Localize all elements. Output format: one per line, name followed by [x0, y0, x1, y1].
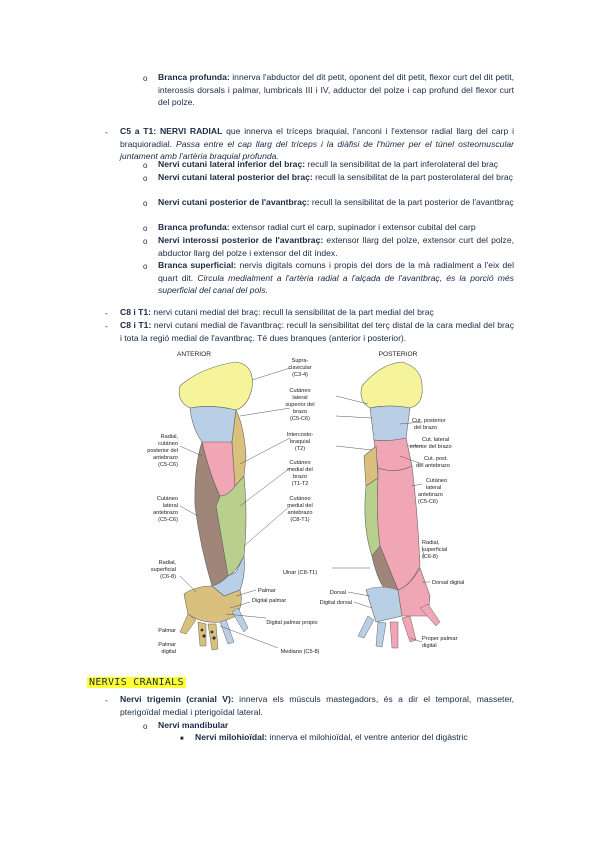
label-radial-superficial: Radial,: [158, 560, 176, 566]
label-intercostobraquial: Intercosto-: [286, 432, 314, 438]
svg-text:cutáneo: cutáneo: [158, 441, 178, 447]
label-cutaneo-lateral-antebrazo-posterior: Cutáneo: [426, 478, 448, 484]
label-palmar-digital: Palmar: [158, 642, 176, 648]
svg-text:antebrazo: antebrazo: [153, 510, 178, 516]
list-item-radial: Nervi cutani lateral posterior del braç: recull la sensibilitat de la part posterolateral del braç: [158, 172, 513, 182]
list-item-radial: Nervi cutani lateral inferior del braç: recull la sensibilitat de la part inferolateral del braç: [158, 159, 499, 169]
list-item-nervi-milohioidal: Nervi milohioïdal: innerva el milohioïdal, el ventre anterior del digàstric: [195, 732, 468, 742]
label-cutaneo-lateral-superior: Cutáneo: [289, 388, 311, 394]
anterior-arm: [179, 362, 252, 650]
label-palmar: Palmar: [158, 628, 176, 634]
svg-text:antebrazo: antebrazo: [153, 455, 178, 461]
list-item-radial: Nervi interossi posterior de l'avantbraç: extensor llarg del polze, extensor curt del polze, abductor llarg del polze i extensor del dit índex.: [158, 235, 514, 258]
highlighted-heading: NERVIS CRANIALS: [89, 677, 184, 688]
bullet-circle-icon: o: [143, 74, 148, 83]
dermatome-figure: [140, 346, 465, 658]
bullet-dash-icon: -: [105, 695, 108, 705]
bullet-circle-icon: o: [143, 722, 148, 731]
svg-text:lateral: lateral: [292, 395, 308, 401]
svg-text:(C5-C6): (C5-C6): [418, 499, 438, 505]
svg-text:medial del: medial del: [287, 503, 313, 509]
svg-text:(C8-T1): (C8-T1): [290, 517, 310, 523]
svg-text:(T1-T2: (T1-T2: [291, 481, 309, 487]
paragraph-branca-profunda: [158, 71, 514, 109]
list-item-radial: Nervi cutani posterior de l'avantbraç: recull la sensibilitat de la part posterior de l'avantbraç: [158, 197, 514, 207]
paragraph-c8-t1-avantbraç: C8 i T1: nervi cutani medial de l'avantbraç: recull la sensibilitat del terç distal de la cara medial del braç i tota la regió medial de l'avantbraç. Té dues branques (anterior i posterior).: [120, 320, 514, 343]
svg-text:(C5-C6): (C5-C6): [158, 517, 178, 523]
posterior-arm: [358, 362, 440, 648]
svg-text:digital: digital: [161, 649, 176, 655]
label-cut-post-antebrazo: Cut. post.: [424, 456, 448, 462]
label-radial-cutaneo-posterior: Radial,: [160, 434, 178, 440]
desc-nervi-radial: que innerva el tríceps braquial, l'anconi i l'extensor radial llarg del carp i braquioradial.: [120, 126, 514, 149]
label-cutaneo-lateral-antebrazo: Cutáneo: [156, 496, 178, 502]
svg-text:antebrazo: antebrazo: [287, 510, 313, 516]
svg-text:medial del: medial del: [287, 467, 313, 473]
svg-text:(T2): (T2): [294, 446, 306, 452]
bullet-circle-icon: o: [143, 262, 148, 271]
list-item-radial: Branca superficial: nervis digitals comuns i propis del dors de la mà radialment a l'eix del quart dit. Circula medialment a l'artèria radial a l'alçada de l'avantbraç, és la porció més superficial del canal del pols.: [158, 260, 514, 296]
bullet-circle-icon: o: [143, 161, 148, 170]
term-branca-profunda: Branca profunda:: [158, 72, 230, 82]
svg-text:digital: digital: [422, 643, 437, 649]
svg-text:posterior del: posterior del: [147, 448, 178, 454]
term-nervi-radial: C5 a T1: NERVI RADIAL: [120, 126, 223, 136]
bullet-circle-icon: o: [143, 224, 148, 233]
svg-text:brazo: brazo: [293, 474, 307, 480]
svg-text:clavicular: clavicular: [288, 365, 312, 371]
label-cutaneo-medial-antebrazo: Cutáneo: [289, 496, 311, 502]
bullet-dash-icon: -: [105, 308, 108, 318]
svg-text:superior del: superior del: [285, 402, 315, 408]
svg-text:(C5-C6): (C5-C6): [290, 416, 310, 422]
svg-text:del brazo: del brazo: [414, 425, 438, 431]
bullet-circle-icon: o: [143, 174, 148, 183]
label-digital-dorsal: Digital dorsal: [319, 600, 352, 606]
svg-text:del antebrazo: del antebrazo: [416, 463, 450, 469]
label-digital-palmar-propio: Digital palmar propio: [266, 620, 318, 626]
list-item-nervi-mandibular: Nervi mandibular: [158, 720, 229, 730]
svg-text:braquial: braquial: [290, 439, 310, 445]
bullet-dash-icon: -: [105, 321, 108, 331]
list-item-radial: Branca profunda: extensor radial curt el carp, supinador i extensor cubital del carp: [158, 222, 476, 232]
paragraph-c8-t1-braç: C8 i T1: nervi cutani medial del braç: recull la sensibilitat de la part medial del braç: [120, 307, 434, 317]
label-mediano: Mediano (C5-8): [280, 649, 320, 655]
label-proper-palmar-digital: Proper palmar: [422, 636, 458, 642]
bullet-circle-icon: o: [143, 237, 148, 246]
label-anterior: ANTERIOR: [176, 351, 212, 358]
label-dorsal: Dorsal: [329, 590, 346, 596]
label-cut-posterior-brazo: Cut. posterior: [412, 418, 446, 424]
svg-text:lateral: lateral: [162, 503, 178, 509]
bullet-square-icon: ■: [180, 736, 184, 742]
label-ulnar: Ulnar (C8-T1): [282, 570, 318, 576]
svg-text:(C6-8): (C6-8): [160, 574, 176, 580]
section-heading-nervis-cranials: [87, 676, 186, 690]
svg-text:(C5-C6): (C5-C6): [158, 462, 178, 468]
svg-text:superficial: superficial: [150, 567, 176, 573]
svg-text:lateral: lateral: [426, 485, 442, 491]
paragraph-nervi-trigemin: Nervi trigemin (cranial V): innerva els músculs mastegadors, és a dir el temporal, masseter, pterigoïdal medial i pterigoïdal lateral.: [120, 694, 514, 717]
svg-text:antebrazo: antebrazo: [418, 492, 443, 498]
svg-text:brazo: brazo: [293, 409, 307, 415]
label-cutaneo-medial-brazo: Cutáneo: [289, 460, 311, 466]
label-supraclavicular: Supra-: [291, 358, 309, 364]
label-cut-lateral-inferior: Cut. lateral: [422, 437, 450, 443]
svg-text:superficial: superficial: [422, 547, 448, 553]
svg-text:(C6-8): (C6-8): [422, 554, 438, 560]
label-digital-palmar: Digital palmar: [252, 598, 287, 604]
desc-branca-profunda: innerva l'abductor del dit petit, oponent del dit petit, flexor curt del dit petit, interossis dorsals i palmar, lumbricals III i IV, adductor del polze i cap profund del flexor curt del polze.: [158, 72, 514, 108]
bullet-circle-icon: o: [143, 199, 148, 208]
label-dorsal-digital: Dorsal digital: [432, 580, 465, 586]
label-radial-superficial-posterior: Radial,: [422, 540, 440, 546]
label-posterior: POSTERIOR: [378, 351, 418, 358]
svg-text:(C3-4): (C3-4): [292, 372, 308, 378]
svg-text:inferior del brazo: inferior del brazo: [410, 444, 452, 450]
label-palmar-mid: Palmar: [258, 588, 276, 594]
italic-radial-note: Passa entre el cap llarg del tríceps i la diàfisi de l'húmer per el túnel osteomuscular juntament amb l'artèria braquial profunda.: [120, 138, 514, 162]
bullet-dash-icon: -: [105, 127, 108, 137]
